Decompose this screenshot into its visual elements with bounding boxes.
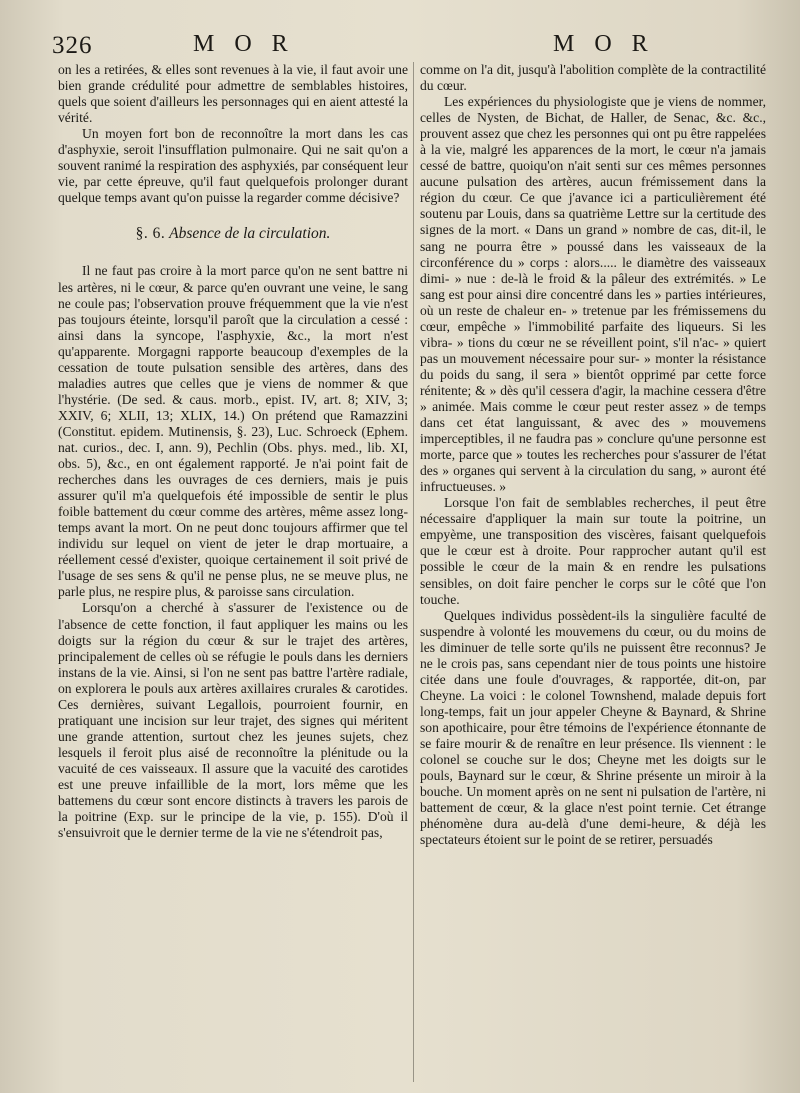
paragraph: Les expériences du physiologiste que je viens de nommer, celles de Nysten, de Bichat, de Haller, de Senac, &c. &c., prouvent assez que chez les personnes qui ont pu être rappelées à la vie, malgré les apparences de la mort, le cœur n'a jamais cessé de battre, quoiqu'on n'ait senti sur ces mêmes personnes aucune pulsation des artères, aucun frémissement dans la région du cœur. Ce que j'avance ici a particulièrement été soutenu par Louis, dans sa quatrième Lettre sur la certitude des signes de la mort. « Dans un grand » nombre de cas, dit-il, le sang ne pourra être » poussé dans les vaisseaux de la circonférence du » corps : alors..... le diamètre des vaisseaux dimi- » nue : de-là le froid & la pâleur des extrémités. » Le sang est pour ainsi dire concentré dans les » parties intérieures, où un reste de chaleur en- » tretenue par les frémissemens du cœur, empêche » l'immobilité parfaite des liqueurs. Si les vibra- » tions du cœur ne se réveillent point, s'il n'ac- » quiert pas un mouvement nécessaire pour sur- » monter la résistance du poids du sang, il sera » bientôt opprimé par cette force rénitente; & » dès qu'il cessera d'agir, la machine cessera d'être » animée. Mais comme le cœur peut rester assez » de temps dans cet état languissant, & avec des » mouvemens imperceptibles, il ne faudra pas » conclure qu'une personne est morte, parce que » toutes les recherches pour s'assurer de l'état des » organes qui servent à la circulation du sang, » auront été infructueuses. » [420, 94, 766, 495]
section-number: §. 6. [135, 225, 166, 243]
paragraph: on les a retirées, & elles sont revenues à la vie, il faut avoir une bien grande crédulité pour admettre de semblables histoires, quels que soient d'ailleurs les personnages qui en aient attesté la vérité. [58, 62, 408, 126]
running-head-right: M O R [553, 31, 655, 57]
paragraph: Lorsque l'on fait de semblables recherches, il peut être nécessaire d'appliquer la main sur toute la poitrine, un empyème, une transposition des viscères, faisant quelquefois que le cœur est à droite. Pour rapprocher autant qu'il est possible le cœur de la main & en rendre les pulsations sensibles, on doit faire pencher le corps sur le côté que l'on touche. [420, 495, 766, 607]
page-header [0, 28, 800, 62]
paragraph: Un moyen fort bon de reconnoître la mort dans les cas d'asphyxie, seroit l'insufflation pulmonaire. Qui ne sait qu'on a souvent ranimé la respiration des asphyxiés, par conséquent leur vie, par cette épreuve, qu'il faut quelquefois prolonger durant quelque temps avant qu'on puisse la regarder comme décisive? [58, 126, 408, 206]
section-title: Absence de la circulation. [169, 225, 331, 243]
column-divider [413, 62, 414, 1082]
right-column [420, 62, 766, 1089]
paragraph: Il ne faut pas croire à la mort parce qu'on ne sent battre ni les artères, ni le cœur, & parce qu'en ouvrant une veine, le sang ne coule pas; l'observation prouve fréquemment que la vie n'est pas toujours éteinte, lorsqu'il paroît que la circulation a cessé : ainsi dans la syncope, l'asphyxie, &c., la mort n'est qu'apparente. Morgagni rapporte beaucoup d'exemples de la cessation de toute pulsation sensible des artères, dans des maladies autres que celles que je viens de nommer & que l'hystérie. (De sed. & caus. morb., epist. IV, art. 8; XIV, 3; XXIV, 6; XLII, 13; XLIX, 14.) On prétend que Ramazzini (Constitut. epidem. Mutinensis, §. 23), Luc. Schroeck (Ephem. nat. curios., dec. I, ann. 9), Pechlin (Obs. phys. med., lib. XI, obs. 5), &c., en ont également rapporté. Je n'ai point fait de recherches dans les ouvrages de ces derniers, mais je puis assurer qu'il m'a quelquefois été impossible de sentir le plus foible battement du cœur comme des artères, même assez long-temps avant la mort. On ne peut donc toujours affirmer que tel individu sur lequel on vient de jeter le drap mortuaire, a réellement cessé d'exister, quoique certainement il soit privé de l'usage de ses sens & qu'il ne pense plus, ne se meuve plus, ne parle plus, ne respire plus, & paroisse sans circulation. [58, 263, 408, 600]
page-number: 326 [52, 32, 93, 59]
paragraph: Quelques individus possèdent-ils la singulière faculté de suspendre à volonté les mouvemens du cœur, ou du moins de les diminuer de telle sorte qu'ils ne puissent être reconnus? Je ne le crois pas, sans cependant nier de tous points une histoire citée dans une foule d'ouvrages, & rapportée, dit-on, par Cheyne. La voici : le colonel Townshend, malade depuis fort long-temps, fait un jour appeler Cheyne & Baynard, & Shrine son apothicaire, pour être témoins de l'expérience étonnante de se faire mourir & de renaître en leur présence. Ils viennent : le colonel se couche sur le dos; Cheyne met les doigts sur le pouls, Baynard sur le cœur, & Shrine présente un miroir à la bouche. Un moment après on ne sent ni pulsation de l'artère, ni battement de cœur, & la glace n'est point ternie. Cet étrange phénomène dura au-delà d'une demi-heure, & déjà les spectateurs étoient sur le point de se retirer, persuadés [420, 607, 766, 848]
section-heading [58, 226, 408, 242]
running-head-left: M O R [193, 31, 295, 57]
left-column [58, 62, 408, 1089]
paragraph: Lorsqu'on a cherché à s'assurer de l'existence ou de l'absence de cette fonction, il faut appliquer les mains ou les doigts sur la région du cœur & sur le trajet des artères, principalement de celles où se réfugie le pouls dans les derniers instans de la vie. Ainsi, si l'on ne sent pas battre l'artère radiale, on explorera le pouls aux artères axillaires crurales & carotides. Ces dernières, suivant Legallois, pourroient fournir, en pratiquant une incision sur leur trajet, des signes qui méritent une grande attention, surtout chez les jeunes sujets, chez lesquels il feroit plus aisé de reconnoître la plénitude ou la vacuité de ces vaisseaux. Il assure que la vacuité des carotides est une preuve infaillible de la mort, lors même que les battemens du cœur sont encore distincts à travers les parois de la poitrine (Exp. sur le principe de la vie, p. 155). D'où il s'ensuivroit que le dernier terme de la vie ne s'étendroit pas, [58, 600, 408, 841]
paragraph: comme on l'a dit, jusqu'à l'abolition complète de la contractilité du cœur. [420, 62, 766, 94]
